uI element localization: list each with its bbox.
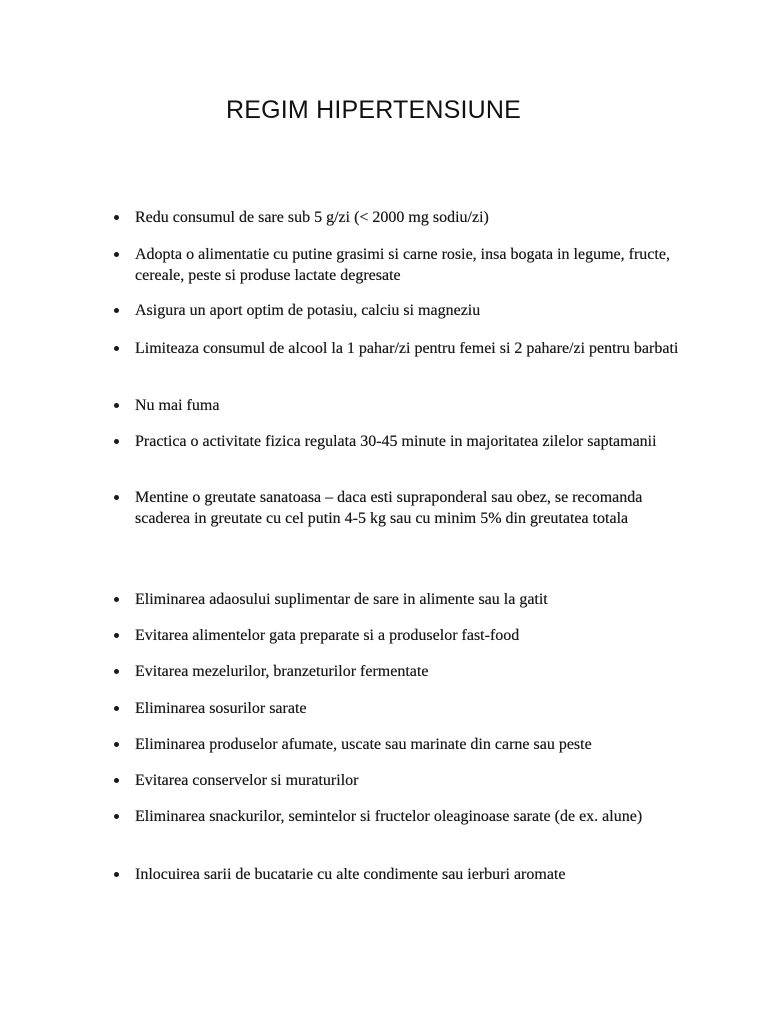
list-item bbox=[135, 338, 695, 359]
list-item-text: Evitarea alimentelor gata preparate si a produselor fast-food bbox=[135, 627, 520, 644]
list-item-text: Adopta o alimentatie cu putine grasimi si carne rosie, insa bogata in legume, fructe, cereale, peste si produse lactate degresate bbox=[135, 246, 670, 284]
bullet-icon bbox=[114, 252, 119, 257]
bullet-icon bbox=[114, 633, 119, 638]
bullet-icon bbox=[114, 814, 119, 819]
list-item bbox=[135, 207, 695, 228]
list-item bbox=[135, 734, 695, 755]
document-title: REGIM HIPERTENSIUNE bbox=[226, 96, 522, 124]
list-item bbox=[135, 431, 695, 452]
list-item-text: Inlocuirea sarii de bucatarie cu alte condimente sau ierburi aromate bbox=[135, 866, 566, 883]
list-item-text: Eliminarea produselor afumate, uscate sau marinate din carne sau peste bbox=[135, 736, 592, 753]
bullet-icon bbox=[114, 346, 119, 351]
list-item-text: Eliminarea sosurilor sarate bbox=[135, 700, 307, 717]
bullet-icon bbox=[114, 872, 119, 877]
list-item bbox=[135, 864, 695, 885]
list-item bbox=[135, 698, 695, 719]
list-item bbox=[135, 806, 695, 827]
bullet-icon bbox=[114, 597, 119, 602]
list-item-text: Evitarea conservelor si muraturilor bbox=[135, 772, 359, 789]
list-item bbox=[135, 487, 695, 529]
bullet-icon bbox=[114, 495, 119, 500]
bullet-icon bbox=[114, 308, 119, 313]
bullet-icon bbox=[114, 403, 119, 408]
list-item bbox=[135, 244, 695, 286]
list-item-text: Practica o activitate fizica regulata 30-45 minute in majoritatea zilelor saptamanii bbox=[135, 433, 657, 450]
list-item-text: Eliminarea adaosului suplimentar de sare in alimente sau la gatit bbox=[135, 591, 548, 608]
list-item-text: Mentine o greutate sanatoasa – daca esti supraponderal sau obez, se recomanda scaderea in greutate cu cel putin 4-5 kg sau cu minim 5% din greutatea totala bbox=[135, 489, 643, 527]
bullet-icon bbox=[114, 439, 119, 444]
bullet-icon bbox=[114, 706, 119, 711]
list-item bbox=[135, 589, 695, 610]
list-item bbox=[135, 625, 695, 646]
list-item-text: Nu mai fuma bbox=[135, 397, 220, 414]
list-item bbox=[135, 770, 695, 791]
bullet-icon bbox=[114, 215, 119, 220]
bullet-icon bbox=[114, 742, 119, 747]
list-item-text: Redu consumul de sare sub 5 g/zi (< 2000 mg sodiu/zi) bbox=[135, 209, 489, 226]
list-item-text: Evitarea mezelurilor, branzeturilor fermentate bbox=[135, 663, 429, 680]
bullet-icon bbox=[114, 669, 119, 674]
bullet-icon bbox=[114, 778, 119, 783]
list-item-text: Limiteaza consumul de alcool la 1 pahar/zi pentru femei si 2 pahare/zi pentru barbati bbox=[135, 340, 679, 357]
list-item bbox=[135, 395, 695, 416]
list-item bbox=[135, 661, 695, 682]
list-item-text: Eliminarea snackurilor, semintelor si fructelor oleaginoase sarate (de ex. alune) bbox=[135, 808, 643, 825]
list-item-text: Asigura un aport optim de potasiu, calciu si magneziu bbox=[135, 302, 481, 319]
list-item bbox=[135, 300, 695, 321]
